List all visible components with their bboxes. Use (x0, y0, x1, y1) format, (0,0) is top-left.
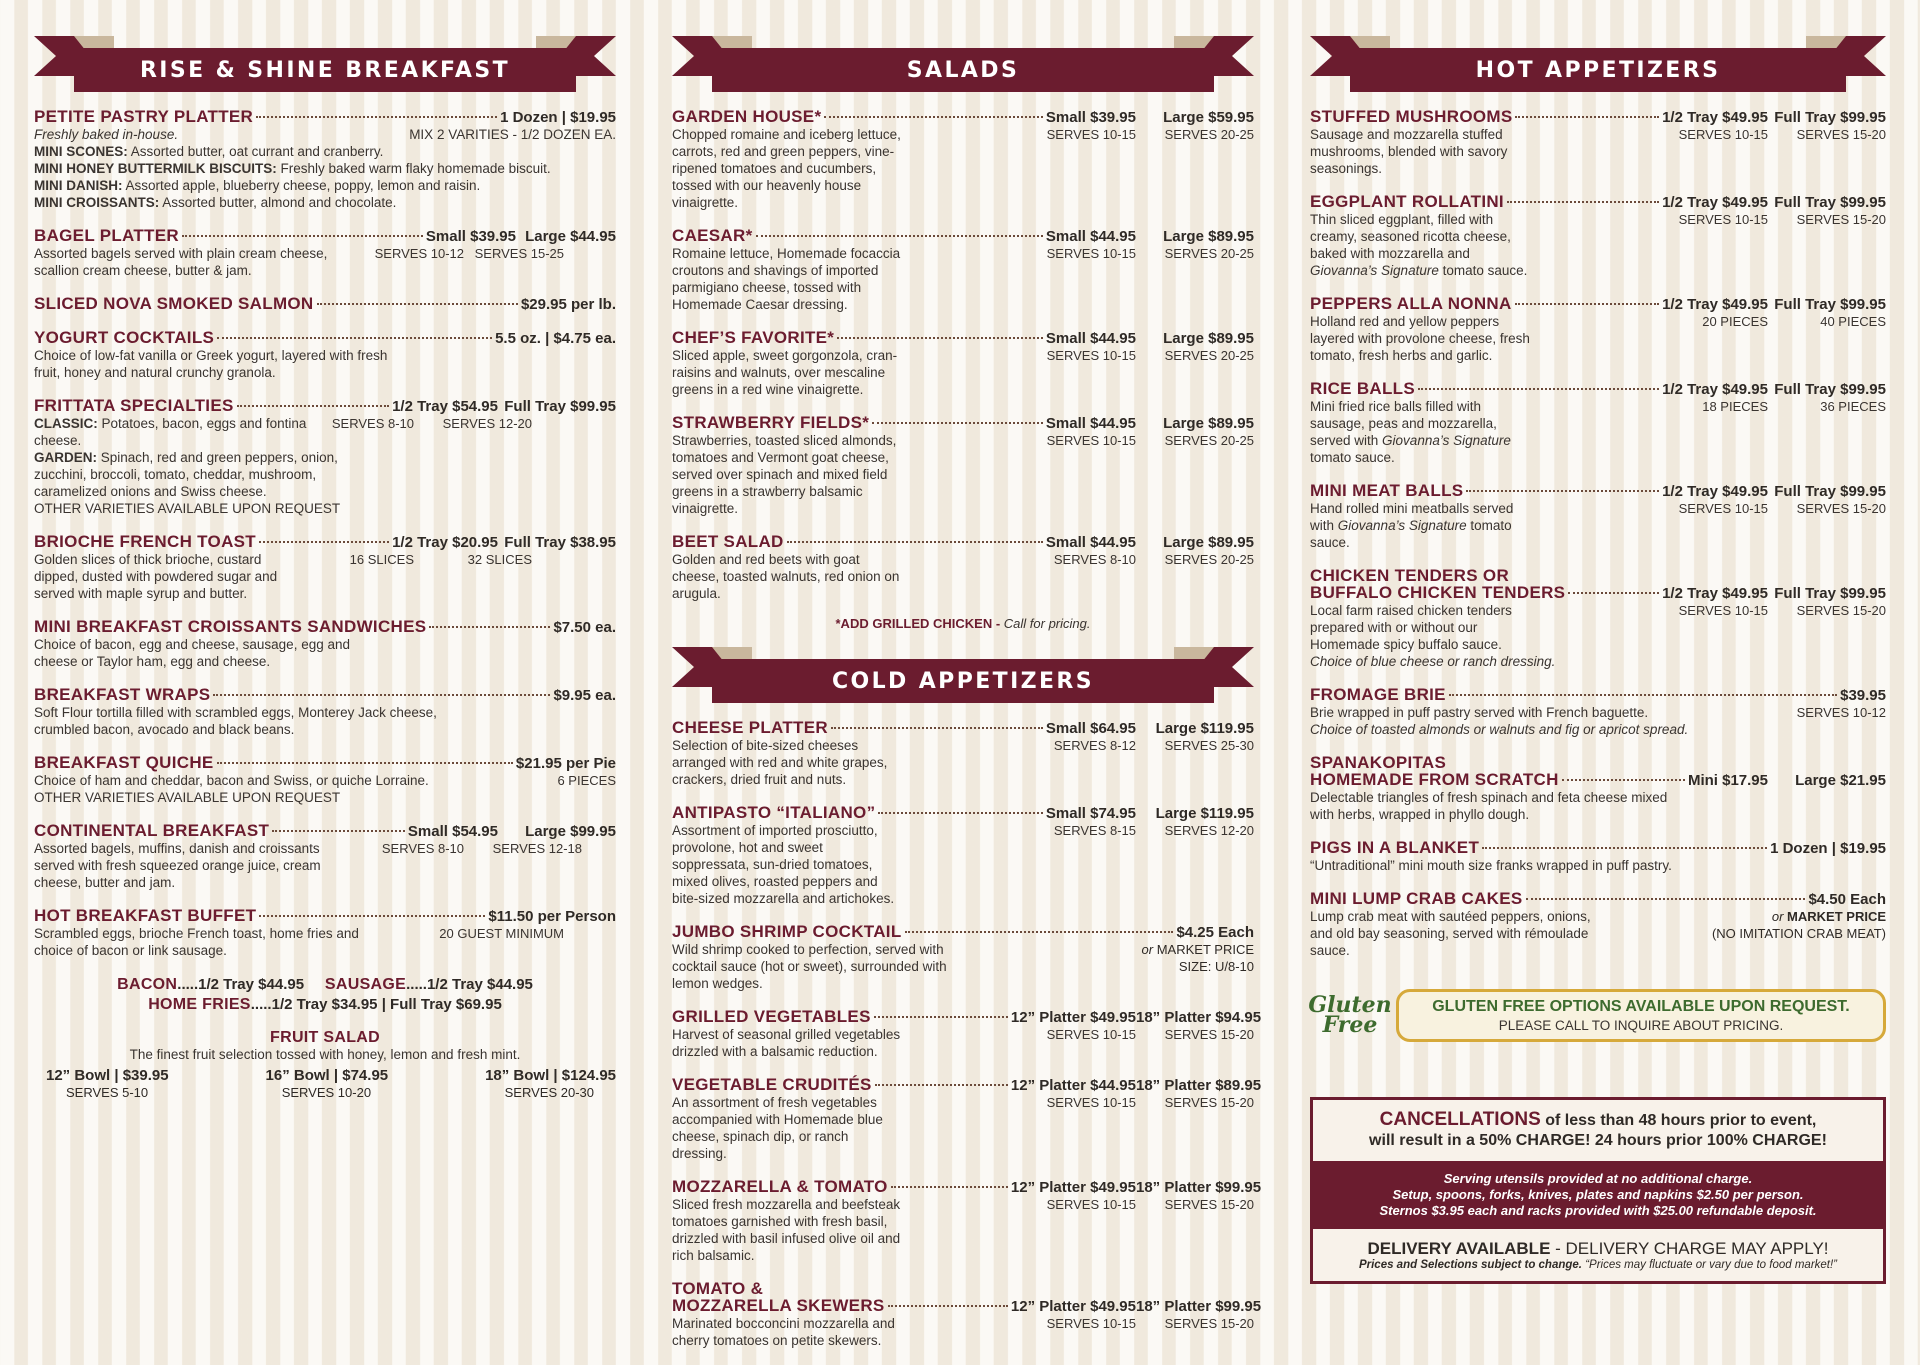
item-price: Small $44.95 (1045, 228, 1136, 245)
menu-item: CONTINENTAL BREAKFAST Small $54.95 Large $99.95 Assorted bagels, muffins, danish and croissants served with fresh squeezed orange juice, cream cheese, butter and jam. SERVES 8-10 SERVES 12-18 (34, 821, 616, 890)
salads-column (672, 32, 1262, 1365)
hot-banner (1310, 32, 1886, 94)
menu-item: CHEESE PLATTER Small $64.95 Large $119.95 Selection of bite-sized cheeses arranged with red and white grapes, crackers, dried fruit and nuts. SERVES 8-12 SERVES 25-30 (672, 718, 1254, 787)
item-name: MINI MEAT BALLS (1310, 481, 1464, 500)
menu-item: YOGURT COCKTAILS 5.5 oz. | $4.75 ea. Choice of low-fat vanilla or Greek yogurt, layered with fresh fruit, honey and natural crunchy granola. (34, 328, 616, 380)
item-price: 12” Platter $44.95 (1010, 1077, 1136, 1094)
item-price: Small $64.95 (1045, 720, 1136, 737)
item-price: Small $44.95 (1045, 330, 1136, 347)
menu-item: BREAKFAST QUICHE $21.95 per Pie Choice of ham and cheddar, bacon and Swiss, or quiche Lorraine. 6 PIECES OTHER VARIETIES AVAILABLE UPON REQUEST (34, 753, 616, 805)
item-price: Full Tray $99.95 (1774, 381, 1886, 398)
menu-item: MOZZARELLA & TOMATO 12” Platter $49.95 18” Platter $99.95 Sliced fresh mozzarella and beefsteak tomatoes garnished with fresh basil, drizzled with basil infused olive oil and rich balsamic. SERVES 10-15 SERVES 15-20 (672, 1177, 1262, 1263)
item-price: Full Tray $99.95 (1774, 483, 1886, 500)
item-name: EGGPLANT ROLLATINI (1310, 192, 1504, 211)
section-title: HOT APPETIZERS (1475, 57, 1721, 83)
item-name: CAESAR* (672, 226, 753, 245)
item-name: STRAWBERRY FIELDS* (672, 413, 870, 432)
menu-item: BAGEL PLATTER Small $39.95 Large $44.95 Assorted bagels served with plain cream cheese, scallion cream cheese, butter & jam. SERVES 10-12 SERVES 15-25 (34, 226, 616, 278)
item-price: Small $39.95 (1045, 109, 1136, 126)
item-name: ANTIPASTO “ITALIANO” (672, 803, 876, 822)
breakfast-sides: BACON.....1/2 Tray $44.95 SAUSAGE.....1/2 Tray $44.95 HOME FRIES.....1/2 Tray $34.95 | Full Tray $69.95 (117, 976, 533, 1013)
menu-item: RICE BALLS 1/2 Tray $49.95 Full Tray $99.95 Mini fried rice balls filled with sausage, peas and mozzarella, served with Giovanna’s Signature tomato sauce. 18 PIECES 36 PIECES (1310, 379, 1886, 465)
menu-item: STUFFED MUSHROOMS 1/2 Tray $49.95 Full Tray $99.95 Sausage and mozzarella stuffed mushrooms, blended with savory seasonings. SERVES 10-15 SERVES 15-20 (1310, 107, 1886, 176)
breakfast-banner (34, 32, 616, 94)
breakfast-column (34, 32, 616, 1101)
gluten-free-logo: Gluten Free (1308, 992, 1392, 1038)
menu-item: SLICED NOVA SMOKED SALMON $29.95 per lb. (34, 294, 616, 313)
menu-item: GARDEN HOUSE* Small $39.95 Large $59.95 Chopped romaine and iceberg lettuce, carrots, red and green peppers, vine-ripened tomatoes and cucumbers, tossed with our heavenly house vinaigrette. SERVES 10-15 SERVES 20-25 (672, 107, 1254, 210)
menu-item: EGGPLANT ROLLATINI 1/2 Tray $49.95 Full Tray $99.95 Thin sliced eggplant, filled with creamy, seasoned ricotta cheese, baked with mozzarella and Giovanna’s Signature tomato sauce. SERVES 10-15 SERVES 15-20 (1310, 192, 1886, 278)
menu-item: JUMBO SHRIMP COCKTAIL $4.25 Each Wild shrimp cooked to perfection, served with cocktail sauce (hot or sweet), surrounded with lemon wedges. or MARKET PRICE SIZE: U/8-10 (672, 922, 1254, 991)
item-name: CHEESE PLATTER (672, 718, 828, 737)
item-price: Large $89.95 (1163, 228, 1254, 245)
item-price: 1/2 Tray $49.95 (1662, 296, 1768, 313)
item-price: Large $89.95 (1163, 330, 1254, 347)
salads-banner (672, 32, 1254, 94)
item-price: Full Tray $99.95 (1774, 296, 1886, 313)
menu-item: MINI MEAT BALLS 1/2 Tray $49.95 Full Tray $99.95 Hand rolled mini meatballs served with Giovanna’s Signature tomato sauce. SERVES 10-15 SERVES 15-20 (1310, 481, 1886, 550)
gluten-free-notice: Gluten Free GLUTEN FREE OPTIONS AVAILABLE UPON REQUEST. PLEASE CALL TO INQUIRE ABOUT PRICING. (1310, 975, 1886, 1055)
fruit-salad: FRUIT SALAD The finest fruit selection tossed with honey, lemon and fresh mint. 12” Bowl | $39.95 16” Bowl | $74.95 18” Bowl | $124.95 SERVES 5-10 SERVES 10-20 SERVES 20-30 (46, 1029, 616, 1100)
item-price: Large $119.95 (1155, 805, 1254, 822)
section-title: COLD APPETIZERS (831, 668, 1095, 694)
item-price: Large $89.95 (1163, 534, 1254, 551)
item-name: MOZZARELLA & TOMATO (672, 1177, 888, 1196)
item-price: 1/2 Tray $49.95 (1662, 194, 1768, 211)
item-price: 1/2 Tray $49.95 (1662, 381, 1768, 398)
hot-appetizers-column (1310, 32, 1886, 1284)
item-name: PEPPERS ALLA NONNA (1310, 294, 1512, 313)
cancellation-policy: CANCELLATIONS of less than 48 hours prior to event, will result in a 50% CHARGE! 24 hours prior 100% CHARGE! Serving utensils provided at no additional charge. Setup, spoons, forks, knives, plates and napkins $2.50 per person. Sternos $3.95 each and racks provided with $25.00 refundable deposit. DELIVERY AVAILABLE - DELIVERY CHARGE MAY APPLY! Prices and Selections subject to change. “Prices may fluctuate or vary due to food market!” (1310, 1097, 1886, 1284)
menu-item: PIGS IN A BLANKET 1 Dozen | $19.95 “Untraditional” mini mouth size franks wrapped in puff pastry. (1310, 838, 1886, 873)
section-title: SALADS (906, 57, 1020, 83)
item-price: Large $89.95 (1163, 415, 1254, 432)
item-name: CHEF’S FAVORITE* (672, 328, 835, 347)
section-title: RISE & SHINE BREAKFAST (139, 57, 511, 83)
menu-item: ANTIPASTO “ITALIANO” Small $74.95 Large $119.95 Assortment of imported prosciutto, provolone, hot and sweet soppressata, sun-dried tomatoes, mixed olives, roasted peppers and bite-sized mozzarella and artichokes. SERVES 8-15 SERVES 12-20 (672, 803, 1254, 906)
menu-item: SPANAKOPITAS HOMEMADE FROM SCRATCH Mini $17.95 Large $21.95 Delectable triangles of fresh spinach and feta cheese mixed with herbs, wrapped in phyllo dough. (1310, 753, 1886, 822)
menu-item: HOT BREAKFAST BUFFET $11.50 per Person Scrambled eggs, brioche French toast, home fries and choice of bacon or link sausage. 20 GUEST MINIMUM (34, 906, 616, 958)
item-price: Full Tray $99.95 (1774, 109, 1886, 126)
menu-item: PEPPERS ALLA NONNA 1/2 Tray $49.95 Full Tray $99.95 Holland red and yellow peppers layered with provolone cheese, fresh tomato, fresh herbs and garlic. 20 PIECES 40 PIECES (1310, 294, 1886, 363)
menu-item: FROMAGE BRIE $39.95 Brie wrapped in puff pastry served with French baguette. SERVES 10-12 Choice of toasted almonds or walnuts and fig or apricot spread. (1310, 685, 1886, 737)
item-name: BEET SALAD (672, 532, 784, 551)
item-price: Small $74.95 (1045, 805, 1136, 822)
salad-note: *ADD GRILLED CHICKEN - Call for pricing. (835, 616, 1091, 631)
menu-item: STRAWBERRY FIELDS* Small $44.95 Large $89.95 Strawberries, toasted sliced almonds, tomatoes and Vermont goat cheese, served over spinach and mixed field greens in a strawberry balsamic vinaigrette. SERVES 10-15 SERVES 20-25 (672, 413, 1254, 516)
menu-item: MINI LUMP CRAB CAKES $4.50 Each Lump crab meat with sautéed peppers, onions, and old bay seasoning, served with rémoulade sauce. or MARKET PRICE (NO IMITATION CRAB MEAT) (1310, 889, 1886, 958)
item-price: 18” Platter $94.95 (1136, 1009, 1262, 1026)
menu-item: CAESAR* Small $44.95 Large $89.95 Romaine lettuce, Homemade focaccia croutons and shavings of imported parmigiano cheese, tossed with Homemade Caesar dressing. SERVES 10-15 SERVES 20-25 (672, 226, 1254, 312)
item-price: 18” Platter $99.95 (1136, 1179, 1262, 1196)
item-price: Large $59.95 (1163, 109, 1254, 126)
menu-item: TOMATO & MOZZARELLA SKEWERS 12” Platter $49.95 18” Platter $99.95 Marinated bocconcini mozzarella and cherry tomatoes on petite skewers. SERVES 10-15 SERVES 15-20 (672, 1279, 1262, 1348)
menu-item: BRIOCHE FRENCH TOAST 1/2 Tray $20.95 Full Tray $38.95 Golden slices of thick brioche, custard dipped, dusted with powdered sugar and served with maple syrup and butter. 16 SLICES 32 SLICES (34, 532, 616, 601)
item-price: 12” Platter $49.95 (1010, 1009, 1136, 1026)
menu-item: VEGETABLE CRUDITÉS 12” Platter $44.95 18” Platter $89.95 An assortment of fresh vegetables accompanied with Homemade blue cheese, spinach dip, or ranch dressing. SERVES 10-15 SERVES 15-20 (672, 1075, 1262, 1161)
menu-item: PETITE PASTRY PLATTER 1 Dozen | $19.95 Freshly baked in-house. MIX 2 VARITIES - 1/2 DOZEN EA. MINI SCONES: Assorted butter, oat currant and cranberry. MINI HONEY BUTTERMILK BISCUITS: Freshly baked warm flaky homemade biscuit. MINI DANISH: Assorted apple, blueberry cheese, poppy, lemon and raisin. MINI CROISSANTS: Assorted butter, almond and chocolate. (34, 107, 616, 210)
item-price: Small $44.95 (1045, 534, 1136, 551)
item-price: 1/2 Tray $49.95 (1662, 109, 1768, 126)
item-price: 12” Platter $49.95 (1010, 1179, 1136, 1196)
menu-item: BREAKFAST WRAPS $9.95 ea. Soft Flour tortilla filled with scrambled eggs, Monterey Jack cheese, crumbled bacon, avocado and black beans. (34, 685, 616, 737)
item-name: VEGETABLE CRUDITÉS (672, 1075, 872, 1094)
menu-item: BEET SALAD Small $44.95 Large $89.95 Golden and red beets with goat cheese, toasted walnuts, red onion on arugula. SERVES 8-10 SERVES 20-25 (672, 532, 1254, 601)
item-name: GARDEN HOUSE* (672, 107, 822, 126)
menu-item: MINI BREAKFAST CROISSANTS SANDWICHES $7.50 ea. Choice of bacon, egg and cheese, sausage, egg and cheese or Taylor ham, egg and cheese. (34, 617, 616, 669)
item-name: GRILLED VEGETABLES (672, 1007, 871, 1026)
cold-banner (672, 643, 1254, 705)
menu-item: CHICKEN TENDERS OR BUFFALO CHICKEN TENDERS 1/2 Tray $49.95 Full Tray $99.95 Local farm raised chicken tenders prepared with or without our Homemade spicy buffalo sauce. SERVES 10-15 SERVES 15-20 Choice of blue cheese or ranch dressing. (1310, 566, 1886, 669)
menu-item: FRITTATA SPECIALTIES 1/2 Tray $54.95 Full Tray $99.95 CLASSIC: Potatoes, bacon, eggs and fontina cheese. SERVES 8-10 SERVES 12-20 GARDEN: Spinach, red and green peppers, onion, zucchini, broccoli, tomato, cheddar, mushroom, caramelized onions and Swiss cheese. OTHER VARIETIES AVAILABLE UPON REQUEST (34, 396, 616, 516)
item-price: 1/2 Tray $49.95 (1662, 483, 1768, 500)
item-price: Large $119.95 (1155, 720, 1254, 737)
item-price: Full Tray $99.95 (1774, 194, 1886, 211)
item-name: STUFFED MUSHROOMS (1310, 107, 1513, 126)
menu-item: CHEF’S FAVORITE* Small $44.95 Large $89.95 Sliced apple, sweet gorgonzola, cran-raisins and walnuts, over mescaline greens in a red wine vinaigrette. SERVES 10-15 SERVES 20-25 (672, 328, 1254, 397)
item-price: Small $44.95 (1045, 415, 1136, 432)
item-name: RICE BALLS (1310, 379, 1415, 398)
menu-item: GRILLED VEGETABLES 12” Platter $49.95 18” Platter $94.95 Harvest of seasonal grilled vegetables drizzled with a balsamic reduction. SERVES 10-15 SERVES 15-20 (672, 1007, 1262, 1059)
item-price: 18” Platter $89.95 (1136, 1077, 1262, 1094)
